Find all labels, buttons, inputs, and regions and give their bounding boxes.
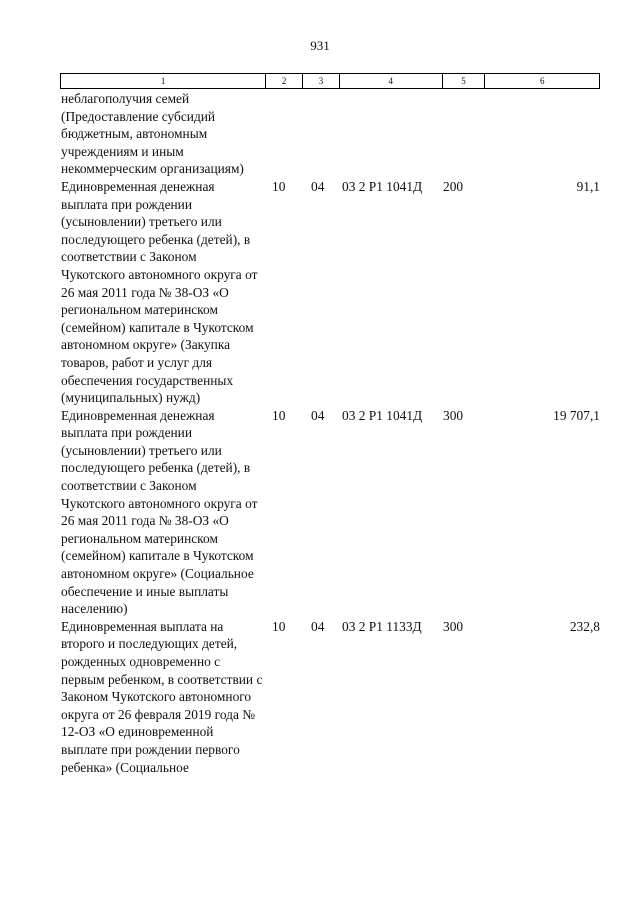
header-col-4: 4 xyxy=(339,74,442,88)
row-amount: 232,8 xyxy=(569,618,600,634)
row-target-article: 03 2 Р1 1041Д xyxy=(342,407,423,423)
row-expense-type: 200 xyxy=(443,178,464,194)
row-subsection: 04 xyxy=(311,618,325,634)
row-expense-type: 300 xyxy=(443,407,464,423)
row-name: Единовременная денежная выплата при рождении (усыновлении) третьего или последующего ребенка (детей), в соответствии с Законом Чукотского автономного округа от 26 мая 2011 года № 38-ОЗ «О региональном материнском (семейном) капитале в Чукотском автономном округе» (Социальное обеспечение и иные выплаты населению) xyxy=(61,407,258,617)
header-col-3: 3 xyxy=(302,74,339,88)
row-name: неблагополучия семей (Предоставление субсидий бюджетным, автономным учреждениям и иным некоммерческим организациям) xyxy=(61,91,244,177)
table-row xyxy=(61,618,600,776)
row-name: Единовременная выплата на второго и последующих детей, рожденных одновременно с первым ребенком, в соответствии с Законом Чукотского автономного округа от 26 февраля 2019 года № 12-ОЗ «О единовременной выплате при рождении первого ребенка» (Социальное xyxy=(61,618,263,775)
header-col-2: 2 xyxy=(265,74,302,88)
row-section: 10 xyxy=(272,618,286,634)
row-subsection: 04 xyxy=(311,178,325,194)
row-target-article: 03 2 Р1 1041Д xyxy=(342,178,423,194)
row-section xyxy=(266,90,306,178)
row-subsection xyxy=(306,90,341,178)
row-target-article xyxy=(341,90,443,178)
row-target-article: 03 2 Р1 1133Д xyxy=(342,618,422,634)
page-number: 931 xyxy=(310,38,330,53)
header-col-1: 1 xyxy=(160,76,166,86)
table-header xyxy=(60,73,600,89)
row-section: 10 xyxy=(272,178,286,194)
header-col-6: 6 xyxy=(484,74,599,88)
table-row xyxy=(61,178,600,407)
header-col-5: 5 xyxy=(442,74,485,88)
row-section: 10 xyxy=(272,407,286,423)
table-row xyxy=(61,90,600,178)
row-amount: 91,1 xyxy=(576,178,600,194)
row-amount xyxy=(486,90,600,178)
table-body xyxy=(61,90,600,776)
row-subsection: 04 xyxy=(311,407,325,423)
table-row xyxy=(61,407,600,618)
row-expense-type xyxy=(443,90,486,178)
row-expense-type: 300 xyxy=(443,618,464,634)
row-name: Единовременная денежная выплата при рождении (усыновлении) третьего или последующего ребенка (детей), в соответствии с Законом Чукотского автономного округа от 26 мая 2011 года № 38-ОЗ «О региональном материнском (семейном) капитале в Чукотском автономном округе» (Закупка товаров, работ и услуг для обеспечения государственных (муниципальных) нужд) xyxy=(61,178,258,406)
row-amount: 19 707,1 xyxy=(553,407,600,423)
